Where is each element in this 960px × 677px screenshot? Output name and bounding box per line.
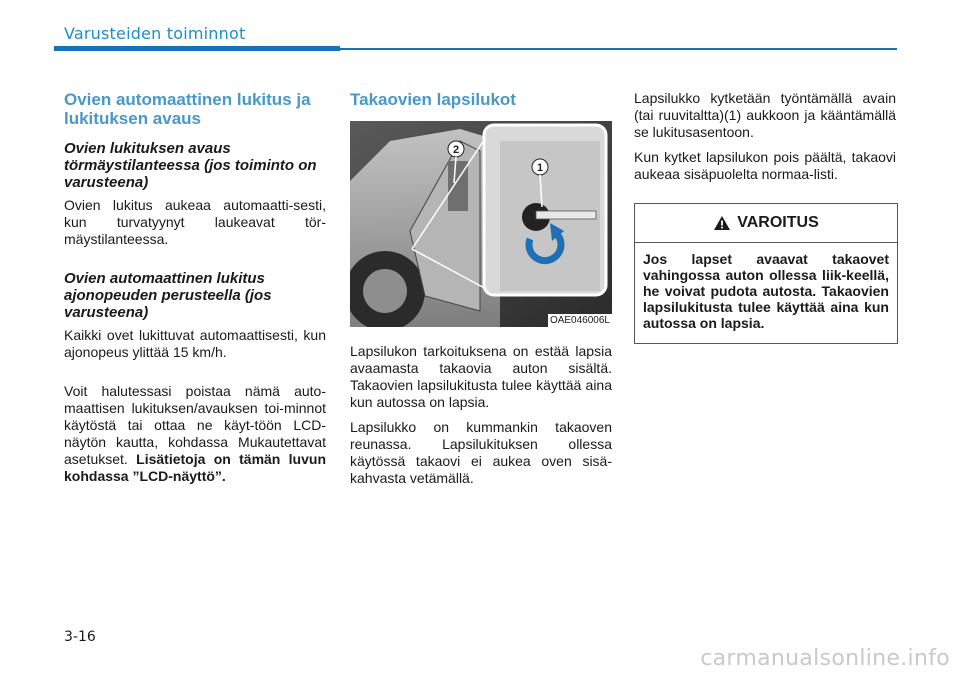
warning-text: Jos lapset avaavat takaovet vahingossa auton ollessa liik-keellä, he voivat pudota autosta. Takaovien lapsilukitusta tulee käyttää aina kun autossa on lapsia. xyxy=(643,251,889,331)
callout-1: 1 xyxy=(536,162,544,174)
warning-box xyxy=(634,203,898,344)
header-rule-thick xyxy=(54,46,340,51)
warning-triangle-icon xyxy=(713,215,731,231)
header-rule-thin xyxy=(340,48,897,50)
paragraph-speed-lock: Kaikki ovet lukittuvat automaattisesti, kun ajonopeus ylittää 15 km/h. xyxy=(64,327,326,360)
paragraph-lcd-text: Voit halutessasi poistaa nämä auto-maattisen lukituksen/avauksen toi-minnot käytöstä tai ottaa ne käyt-töön LCD-näytön kautta, kohdassa Mukautettavat asetukset. xyxy=(64,383,326,467)
column-left xyxy=(64,90,326,493)
paragraph-child-lock-purpose: Lapsilukon tarkoituksena on estää lapsia avaamasta takaovia auton sisältä. Takaovien lapsilukitusta tulee käyttää aina kun autossa on lapsia. xyxy=(350,343,612,410)
figure-code: OAE046006L xyxy=(549,315,610,326)
subheading-speed-lock: Ovien automaattinen lukitus ajonopeuden perusteella (jos varusteena) xyxy=(64,270,272,321)
column-right xyxy=(634,90,896,344)
section-heading-auto-lock: Ovien automaattinen lukitus ja lukituksen avaus xyxy=(64,90,311,128)
warning-body xyxy=(635,243,897,343)
paragraph-child-lock-disengage: Kun kytket lapsilukon pois päältä, takaovi aukeaa sisäpuolelta normaa-listi. xyxy=(634,149,896,182)
car-door-drawing xyxy=(350,121,612,327)
warning-header xyxy=(635,204,897,243)
section-heading-child-lock: Takaovien lapsilukot xyxy=(350,90,516,109)
paragraph-lcd-settings xyxy=(64,383,326,485)
column-middle xyxy=(350,90,612,495)
paragraph-child-lock-location: Lapsilukko on kummankin takaoven reunassa. Lapsilukituksen ollessa käytössä takaovi ei aukea oven sisä-kahvasta vetämällä. xyxy=(350,419,612,486)
page-number: 3-16 xyxy=(64,629,96,645)
callout-2: 2 xyxy=(452,144,460,156)
paragraph-lcd-reference: Lisätietoja on tämän luvun kohdassa ”LCD-näyttö”. xyxy=(64,451,326,484)
header-section-title: Varusteiden toiminnot xyxy=(64,24,246,43)
paragraph-child-lock-engage: Lapsilukko kytketään työntämällä avain (tai ruuvitaltta)(1) aukkoon ja kääntämällä se lukitusasentoon. xyxy=(634,90,896,140)
subheading-crash-unlock: Ovien lukituksen avaus törmäystilanteessa (jos toiminto on varusteena) xyxy=(64,140,317,191)
warning-title: VAROITUS xyxy=(737,214,819,231)
watermark: carmanualsonline.info xyxy=(700,646,950,671)
paragraph-crash-unlock: Ovien lukitus aukeaa automaatti-sesti, kun turvatyynyt laukeavat tör-mäystilanteessa. xyxy=(64,197,326,247)
child-lock-illustration xyxy=(350,121,612,327)
